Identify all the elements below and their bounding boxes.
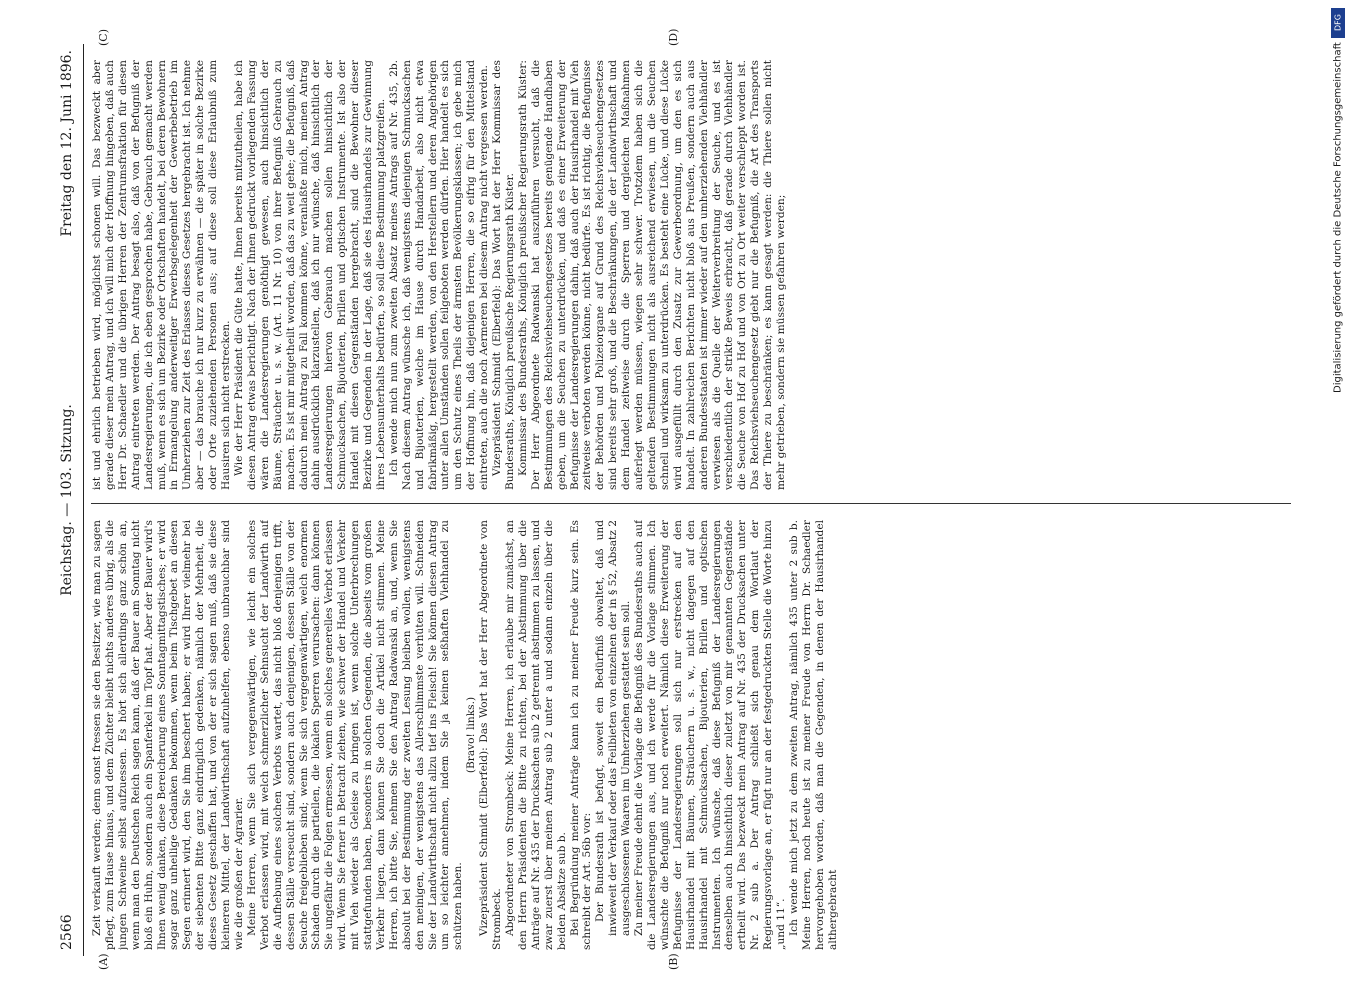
margin-marker-d: (D): [666, 28, 680, 46]
funding-notice: Digitalisierung gefördert durch die Deutsche Forschungsgemeinschaft: [1332, 42, 1344, 393]
paragraph: Zeit verkauft werden; denn sonst fressen sie den Besitzer, wie man zu sagen pflegt, zum Hause hinaus, und dem Züchter bleibt nichts anderes übrig, als die jungen Schweine selbst aufzuessen. Es hört sich allerdings ganz schön an, wenn man den Deutschen Reich sagen kann, daß der Bauer am Sonntag nicht bloß ein Huhn, sondern auch ein Spanferkel im Topf hat. Aber der Bauer wird's Ihnen wenig danken, diese Bereicherung eines Sonntagmittagstisches; er wird sogar ganz unheilige Gedanken bekommen, wenn beim Tischgebet an diesen Segen erinnert wird, den Sie ihm beschert haben; er wird Ihrer vielmehr bei der siebenten Bitte ganz eindringlich gedenken, nämlich der Mehrheit, die dieses Gesetz geschaffen hat, und von der er sich sagen muß, daß sie diese kleineren Mittel, der Landwirthschaft aufzuhelfen, ebenso unbrauchbar sind wie die großen der Agrarier.: [90, 520, 245, 950]
session-date: Freitag den 12. Juni 1896.: [58, 50, 75, 237]
page-number: 2566: [58, 914, 75, 950]
paragraph: Bei Begründung meiner Anträge kann ich zu meiner Freude kurz sein. Es schreibt der Art. 56b vor:: [568, 520, 593, 950]
column-divider: [91, 503, 1291, 504]
margin-marker-a: (A): [96, 953, 110, 970]
paragraph: Wie der Herr Präsident die Güte hatte, Ihnen bereits mitzutheilen, habe ich diesen Antrag etwas berichtigt. Nach der Ihnen gedruckt vorliegenden Fassung wären die Landesregierungen genöthigt gewesen, auch hinsichtlich der Bäume, Sträucher u. s. w. (Art. 11 Nr. 10) von ihrer Befugniß Gebrauch zu machen. Es ist mir mitgetheilt worden, daß das zu weit gehe; die Befugniß, daß dadurch mein Antrag zu Fall kommen könne, veranlaßte mich, meinen Antrag dahin ausdrücklich klarzustellen, daß ich nur wünsche, daß hinsichtlich der Landesregierungen hiervon Gebrauch machen sollen hinsichtlich der Schmucksachen, Bijouterien, Brillen und optischen Instrumente. Ist also der Handel mit diesen Gegenständen hergebracht, sind die Bewohner dieser Bezirke und Gegenden in der Lage, daß sie des Hausirhandels zur Gewinnung ihres Lebensunterhalts bedürfen, so soll diese Bestimmung platzgreifen.: [232, 60, 387, 490]
paragraph: Vizepräsident Schmidt (Elberfeld): Das Wort hat der Herr Kommissar des Bundesraths, Königlich preußische Regierungsrath Küster.: [490, 60, 516, 490]
quoted-paragraph: Der Bundesrath ist befugt, soweit ein Bedürfniß obwaltet, daß und inwieweit der Verkauf oder das Feilbieten von einzelnen der in § 52, Absatz 2 ausgeschlossenen Waaren im Umherziehen gestattet sein soll.: [593, 520, 632, 936]
paragraph: Kommissar des Bundesraths, Königlich preußischer Regierungsrath Küster: Der Herr Abgeordnete Radwanski hat auszuführen versucht, daß die Bestimmungen des Reichsviehseuchengesetzes bereits genügende Handhaben geben, um die Seuchen zu unterdrücken, und daß es einer Erweiterung der Befugnisse der Landesregierungen dahin, daß auch der Hausirhandel mit Vieh zeitweise verboten werden könne, nicht bedürfe. Es ist richtig, die Befugnisse der Behörden und Polizeiorgane auf Grund des Reichsviehseuchengesetzes sind bereits sehr groß, und die Beschränkungen, die der Landwirthschaft und dem Handel zeitweise durch die Sperren und dergleichen Maßnahmen auferlegt werden müssen, wiegen sehr schwer. Trotzdem haben sich die geltenden Bestimmungen nicht als ausreichend erwiesen, um die Seuchen schnell und wirksam zu unterdrücken. Es besteht eine Lücke, und diese Lücke wird ausgefüllt durch den Zusatz zur Gewerbeordnung, um den es sich handelt. In zahlreichen Berichten nicht bloß aus Preußen, sondern auch aus anderen Bundesstaaten ist immer wieder auf den umherziehenden Viehhändler verwiesen als die Quelle der Weiterverbreitung der Seuche, und es ist verschiedentlich der strikte Beweis erbracht, daß gerade durch Viehhändler die Seuche von Hof zu Hof und von Ort zu Ort weiter verschleppt worden ist. Das Reichsviehseuchengesetz giebt nur die Befugniß, die Art des Transports der Thiere zu beschränken; es kann gesagt werden: die Thiere sollen nicht mehr getrieben, sondern sie müssen gefahren werden;: [516, 60, 787, 490]
paragraph: Meine Herren, wenn Sie sich vergegenwärtigen, wie leicht ein solches Verbot erlassen wird, mit welch schmerzlicher Sehnsucht der Landwirth auf die Aufhebung eines solchen Verbots wartet, das nicht bloß denjenigen trifft, dessen Ställe verseucht sind, sondern auch denjenigen, dessen Ställe von der Seuche freigeblieben sind; wenn Sie sich vergegenwärtigen, welch enormen Schaden durch die partiellen, die lokalen Sperren verursachen: dann können Sie ungefähr die Folgen ermessen, wenn ein solches generelles Verbot erlassen wird. Wenn Sie ferner in Betracht ziehen, wie schwer der Handel und Verkehr mit Vieh wieder als Geleise zu bringen ist, wenn solche Unterbrechungen stattgefunden haben, besonders in solchen Gegenden, die abseits vom großen Verkehr liegen, dann können Sie doch die Artikel nicht stimmen. Meine Herren, ich bitte Sie, nehmen Sie den Antrag Radwanski an, und, wenn Sie absolut bei der Bestimmung der zweiten Lesung bleiben wollen, wenigstens den meinigen, der wenigstens das Allerschlimmste verhüten will. Schneiden Sie der Landwirthschaft nicht allzu tief ins Fleisch! Sie können diesen Antrag um so leichter annehmen, indem Sie ja keinen seßhaften Viehhandel zu schützen haben.: [245, 520, 464, 950]
paragraph: Ich wende mich jetzt zu dem zweiten Antrag, nämlich 435 unter 2 sub b. Meine Herren, noch heute ist zu meiner Freude von Herrn Dr. Schaedler hervorgehoben worden, daß man die Gegenden, in denen der Hausirhandel althergebracht: [787, 520, 839, 950]
header-rule: [83, 44, 84, 956]
margin-marker-b: (B): [666, 953, 680, 970]
funding-stamp: [1331, 8, 1345, 992]
paragraph: ist und ehrlich betrieben wird, möglichst schonen will. Das bezweckt aber gerade dieser mein Antrag, und ich will mich der Hoffnung hingeben, daß auch Herr Dr. Schaedler und die übrigen Herren der Zentrumsfraktion für diesen Antrag eintreten werden. Der Antrag besagt also, daß von der Befugniß der Landesregierungen, die ich eben gesprochen habe, Gebrauch gemacht werden muß, wenn es sich um Bezirke oder Ortschaften handelt, bei deren Bewohnern in Ermangelung anderweitiger Erwerbsgelegenheit der Gewerbebetrieb im Umherziehen zur Zeit des Erlasses dieses Gesetzes hergebracht ist. Ich nehme aber — das brauche ich nur kurz zu erwähnen — die später in solche Bezirke oder Orte zuziehenden Personen aus; auf diese soll diese Erlaubniß zum Hausiren sich nicht erstrecken.: [90, 60, 232, 490]
left-column: [91, 520, 1291, 950]
paragraph: Vizepräsident Schmidt (Elberfeld): Das Wort hat der Herr Abgeordnete von Strombeck.: [477, 520, 503, 950]
paragraph: Abgeordneter von Strombeck: Meine Herren, ich erlaube mir zunächst, an den Herrn Präsidenten die Bitte zu richten, bei der Abstimmung über die Anträge auf Nr. 435 der Drucksachen sub 2 getrennt abstimmen zu lassen, und zwar zuerst über meinen Antrag sub 2 unter a und sodann einzeln über die beiden Absätze sub b.: [503, 520, 568, 950]
paragraph: Zu meiner Freude dehnt die Vorlage die Befugniß des Bundesraths auch auf die Landesregierungen aus, und ich werde für die Vorlage stimmen. Ich wünschte die Befugniß nur noch erweitert. Nämlich diese Erweiterung der Befugnisse der Landesregierungen soll sich nur erstrecken auf den Hausirhandel mit Bäumen, Sträuchern u. s. w., nicht dagegen auf den Hausirhandel mit Schmucksachen, Bijouterien, Brillen und optischen Instrumenten. Ich wünsche, daß diese Befugniß der Landesregierungen denselben auch hinsichtlich dieser zuletzt von mir genannten Gegenstände ertheilt wird. Das bezweckt mein Antrag auf Nr. 435 der Drucksachen unter Nr. 2 sub a. Der Antrag schließt sich genau dem Wortlaut der Regierungsvorlage an, er fügt nur an der festgedruckten Stelle die Worte hinzu „und 11“.: [632, 520, 787, 950]
dfg-logo: DFG: [1331, 8, 1345, 38]
page-header: [55, 50, 83, 950]
newspaper-page: [47, 30, 1307, 970]
right-column: [91, 60, 1291, 490]
margin-marker-c: (C): [96, 29, 110, 46]
applause-note: (Bravo! links.): [464, 696, 477, 774]
session-title: Reichstag. — 103. Sitzung.: [58, 404, 75, 596]
paragraph: Ich wende mich nun zum zweiten Absatz meines Antrags auf Nr. 435, 2b. Nach diesem Antrag wünsche ich, daß wenigstens diejenigen Schmucksachen und Bijouterien, welche im Hause durch Handarbeit, also nicht etwa fabrikmäßig, hergestellt werden, von den Herstellern und deren Angehörigen unter allen Umständen sollen feilgeboten werden dürfen. Hier handelt es sich um den Schutz eines Theils der ärmsten Bevölkerungsklassen; ich gebe mich der Hoffnung hin, daß diejenigen Herren, die so eifrig für den Mittelstand eintreten, auch die noch Aermeren bei diesem Antrag nicht vergessen werden.: [387, 60, 490, 490]
